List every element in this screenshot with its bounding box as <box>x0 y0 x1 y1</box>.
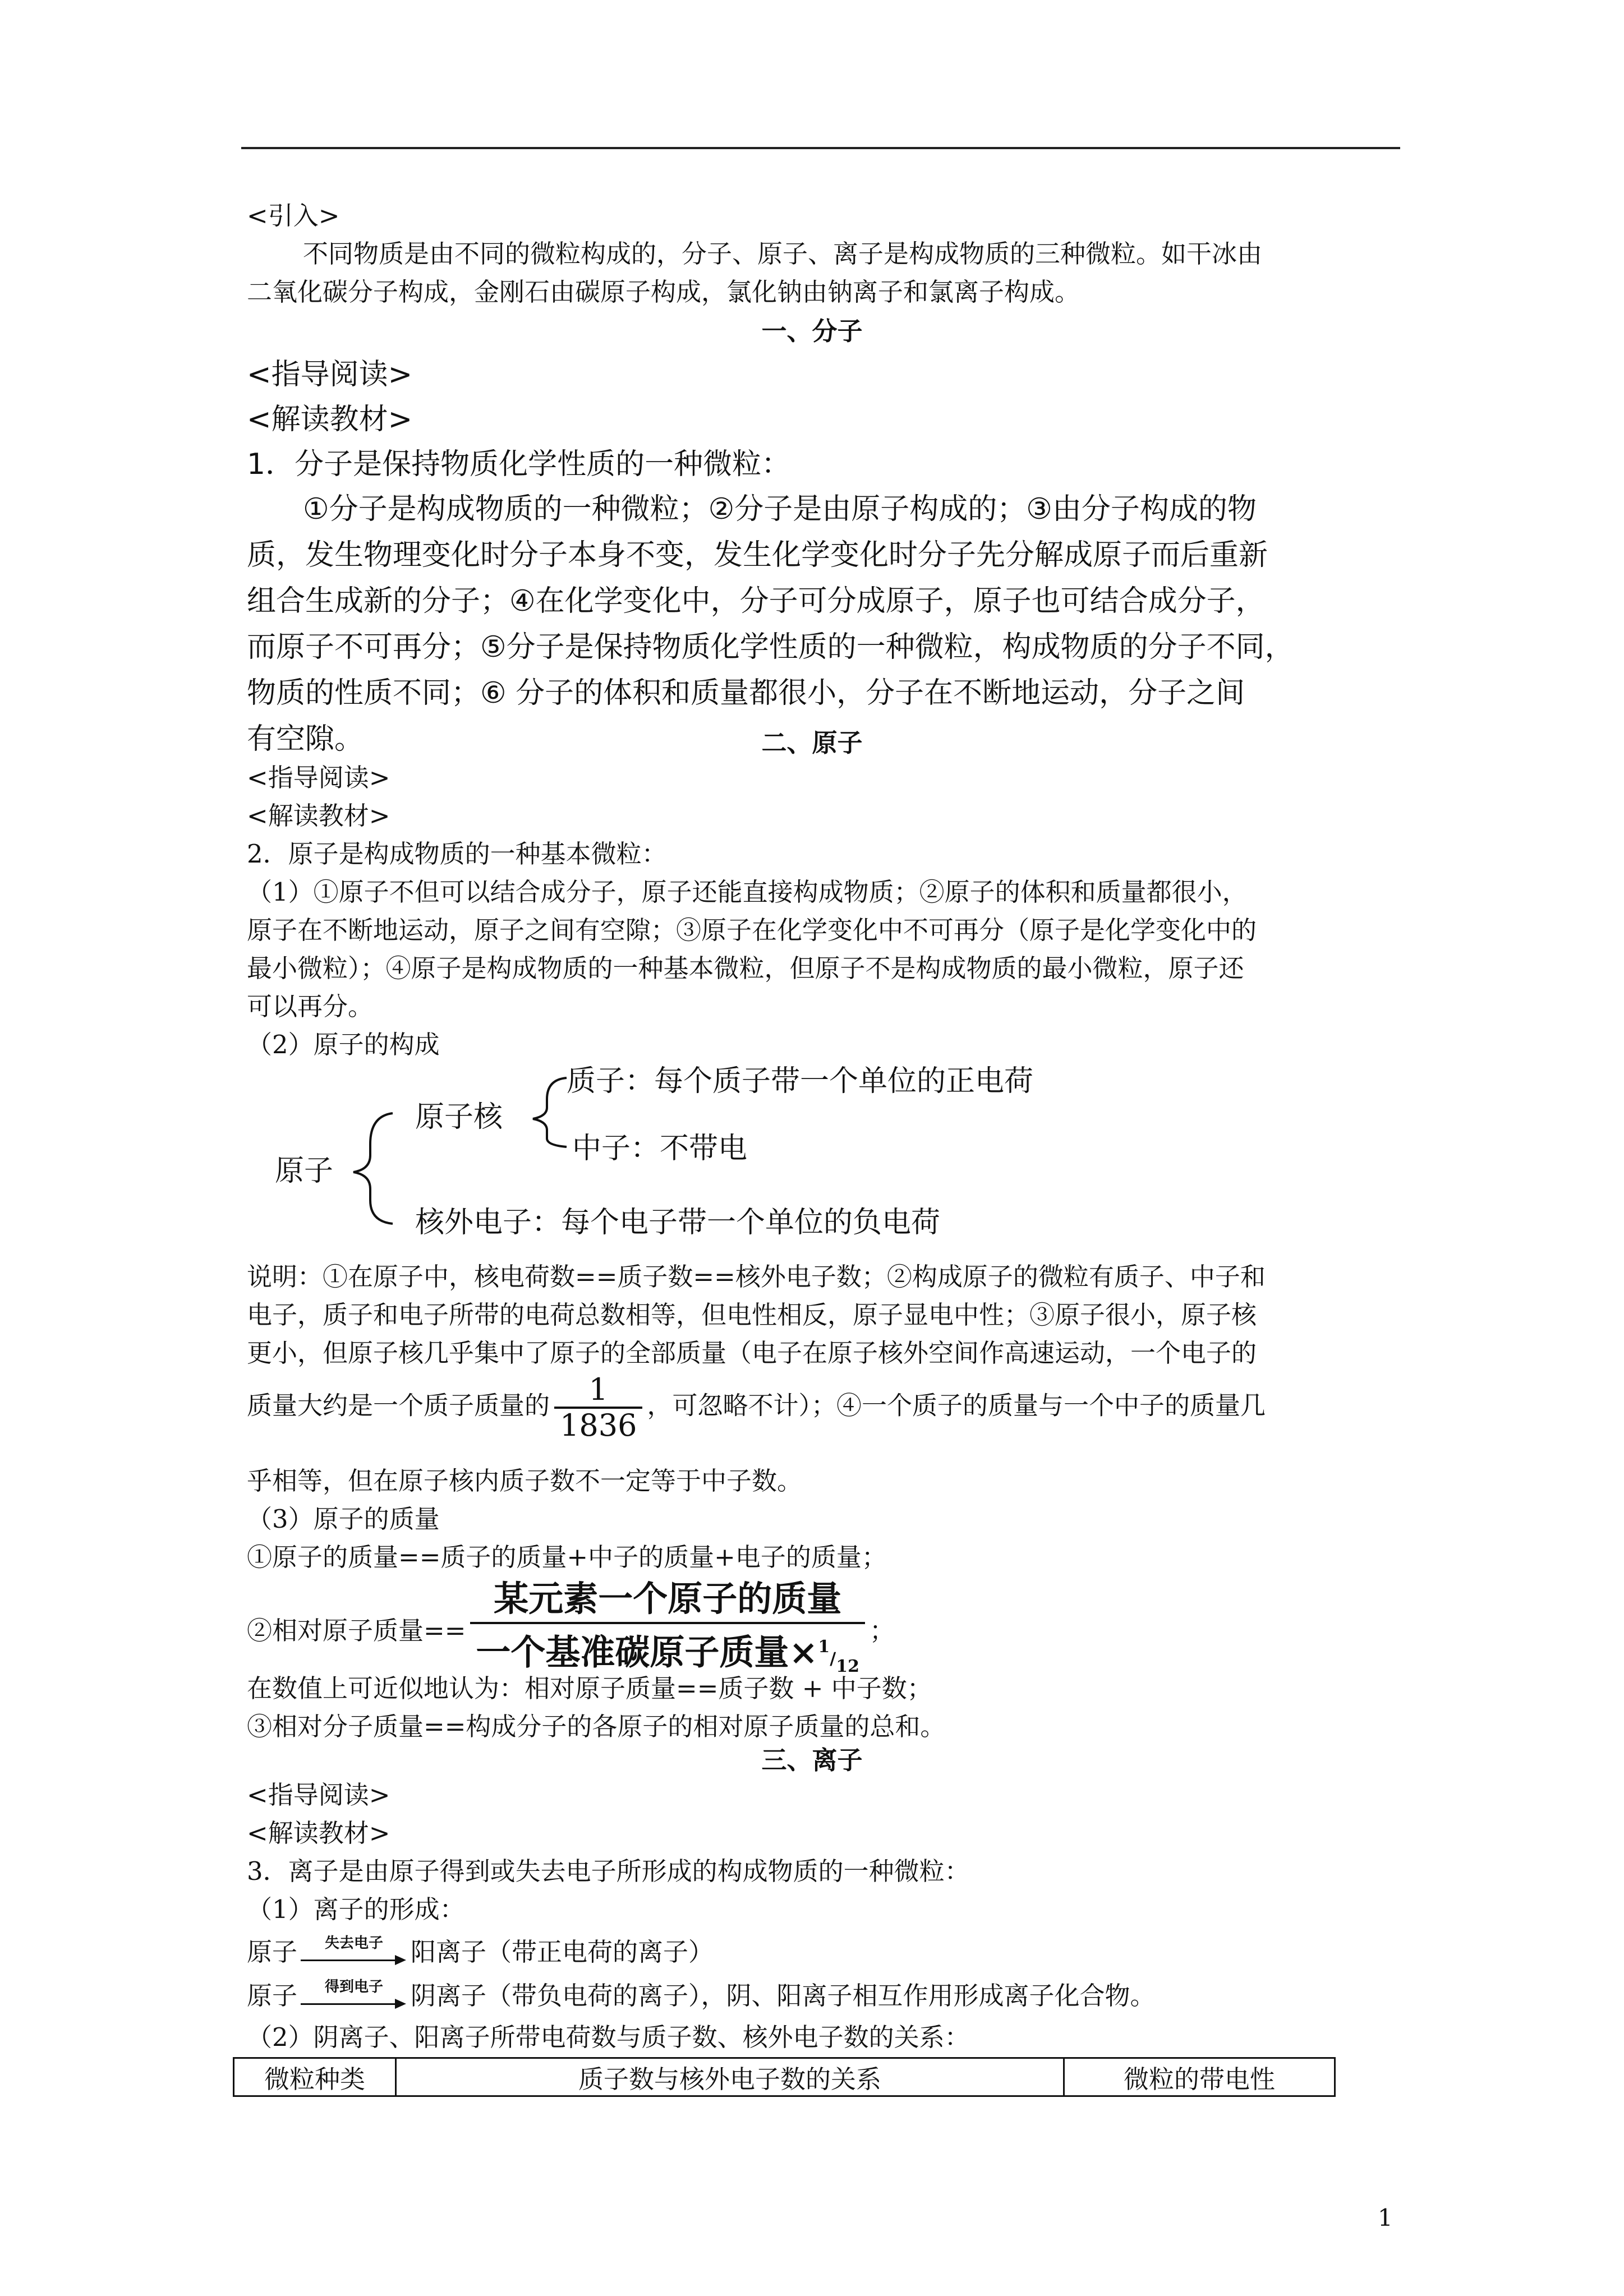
ion-relation-title: （2）阴离子、阳离子所带电荷数与质子数、核外电子数的关系： <box>247 2022 970 2052</box>
atom-structure-title: （2）原子的构成 <box>247 1030 440 1059</box>
relative-mass-numerator: 某元素一个原子的质量 <box>470 1576 865 1624</box>
note-line-2: 电子，质子和电子所带的电荷总数相等，但电性相反，原子显电中性；③原子很小，原子核 <box>247 1300 1257 1330</box>
ion-relation-table <box>233 2057 1336 2097</box>
lose-electron-label: 失去电子 <box>325 1934 384 1952</box>
molecule-definition: 1．分子是保持物质化学性质的一种微粒： <box>247 448 791 481</box>
diagram-nucleus: 原子核 <box>415 1100 503 1134</box>
molecule-line-4: 而原子不可再分；⑤分子是保持物质化学性质的一种微粒，构成物质的分子不同， <box>247 630 1294 664</box>
diagram-proton: 质子：每个质子带一个单位的正电荷 <box>567 1064 1034 1098</box>
approx-relation: 在数值上可近似地认为：相对原子质量==质子数 + 中子数； <box>247 1673 932 1703</box>
table-header-row <box>234 2058 1335 2096</box>
header-particle-type: 微粒种类 <box>234 2058 396 2096</box>
cation-atom-label: 原子 <box>247 1937 298 1967</box>
atom-mass-formula-1: ①原子的质量==质子的质量+中子的质量+电子的质量； <box>247 1542 887 1572</box>
electron-mass-fraction <box>554 1373 642 1442</box>
molecule-line-2: 质，发生物理变化时分子本身不变，发生化学变化时分子先分解成原子而后重新 <box>247 538 1268 572</box>
one-twelfth-den: 12 <box>836 1657 859 1677</box>
diagram-electron: 核外电子：每个电子带一个单位的负电荷 <box>415 1206 941 1239</box>
cation-formation <box>247 1933 714 1972</box>
gain-electron-label: 得到电子 <box>325 1978 384 1995</box>
relative-mass-denominator: 一个基准碳原子质量$\times^1/_{12}$ <box>476 1631 859 1677</box>
atom-p1-line-2: 原子在不断地运动，原子之间有空隙；③原子在化学变化中不可再分（原子是化学变化中的 <box>247 915 1257 945</box>
molecule-line-1: ①分子是构成物质的一种微粒；②分子是由原子构成的；③由分子构成的物 <box>303 492 1257 526</box>
molecule-line-5: 物质的性质不同；⑥ 分子的体积和质量都很小，分子在不断地运动，分子之间 <box>247 676 1245 710</box>
note-line-5: 乎相等，但在原子核内质子数不一定等于中子数。 <box>247 1466 803 1496</box>
diagram-neutron: 中子：不带电 <box>572 1132 748 1165</box>
header-charge-property: 微粒的带电性 <box>1064 2058 1335 2096</box>
relative-mass-pre: ②相对原子质量== <box>247 1616 466 1646</box>
section-title-ion: 三、离子 <box>761 1745 863 1775</box>
note-line-1: 说明：①在原子中，核电荷数==质子数==核外电子数；②构成原子的微粒有质子、中子和 <box>247 1262 1266 1292</box>
interpret-textbook-2: <解读教材> <box>247 801 390 831</box>
atom-definition: 2．原子是构成物质的一种基本微粒： <box>247 839 667 869</box>
intro-line-1: 不同物质是由不同的微粒构成的，分子、原子、离子是构成物质的三种微粒。如干冰由 <box>303 239 1263 269</box>
intro-line-2: 二氧化碳分子构成，金刚石由碳原子构成，氯化钠由钠离子和氯离子构成。 <box>247 277 1080 307</box>
ion-definition: 3．离子是由原子得到或失去电子所形成的构成物质的一种微粒： <box>247 1856 970 1886</box>
nucleus-brace <box>533 1078 567 1147</box>
page-number: 1 <box>1378 2204 1393 2232</box>
note-line-3: 更小，但原子核几乎集中了原子的全部质量（电子在原子核外空间作高速运动，一个电子的 <box>247 1338 1257 1368</box>
molecule-line-6: 有空隙。 <box>247 722 364 756</box>
atom-p1-line-4: 可以再分。 <box>247 992 374 1021</box>
atom-p1-line-1: （1）①原子不但可以结合成分子，原子还能直接构成物质；②原子的体积和质量都很小， <box>247 877 1248 907</box>
lose-electron-arrow <box>301 1934 407 1968</box>
note-line-4 <box>247 1373 1266 1442</box>
atom-mass-title: （3）原子的质量 <box>247 1504 440 1534</box>
gain-electron-arrow <box>301 1978 407 2012</box>
intro-tag: <引入> <box>247 201 340 230</box>
relative-mass-post: ； <box>869 1616 895 1646</box>
guide-reading-3: <指导阅读> <box>247 1780 390 1810</box>
one-twelfth-num: 1 <box>818 1637 830 1657</box>
guide-reading-1: <指导阅读> <box>247 358 413 391</box>
section-title-atom: 二、原子 <box>761 728 863 758</box>
section-title-molecule: 一、分子 <box>761 316 863 346</box>
anion-formation <box>247 1976 1156 2016</box>
relative-molecular-mass: ③相对分子质量==构成分子的各原子的相对原子质量的总和。 <box>247 1712 946 1741</box>
fraction-numerator: 1 <box>554 1373 642 1409</box>
anion-atom-label: 原子 <box>247 1981 298 2011</box>
note-line-4-post: ，可忽略不计）；④一个质子的质量与一个中子的质量几 <box>647 1390 1266 1421</box>
note-line-4-pre: 质量大约是一个质子质量的 <box>247 1390 550 1421</box>
relative-mass-denominator-text: 一个基准碳原子质量× <box>476 1631 818 1673</box>
molecule-line-3: 组合生成新的分子；④在化学变化中，分子可分成原子，原子也可结合成分子， <box>247 584 1265 618</box>
interpret-textbook-3: <解读教材> <box>247 1818 390 1848</box>
atom-p1-line-3: 最小微粒）；④原子是构成物质的一种基本微粒，但原子不是构成物质的最小微粒，原子还 <box>247 953 1244 983</box>
header-proton-electron-relation: 质子数与核外电子数的关系 <box>396 2058 1064 2096</box>
cation-result: 阳离子（带正电荷的离子） <box>411 1937 714 1967</box>
fraction-denominator: 1836 <box>560 1408 637 1443</box>
root-brace <box>353 1113 393 1224</box>
interpret-textbook-1: <解读教材> <box>247 403 413 436</box>
diagram-root: 原子 <box>275 1154 334 1188</box>
ion-formation-title: （1）离子的形成： <box>247 1894 465 1924</box>
anion-result: 阴离子（带负电荷的离子），阴、阳离子相互作用形成离子化合物。 <box>411 1981 1156 2011</box>
guide-reading-2: <指导阅读> <box>247 763 390 792</box>
header-rule <box>241 147 1400 149</box>
